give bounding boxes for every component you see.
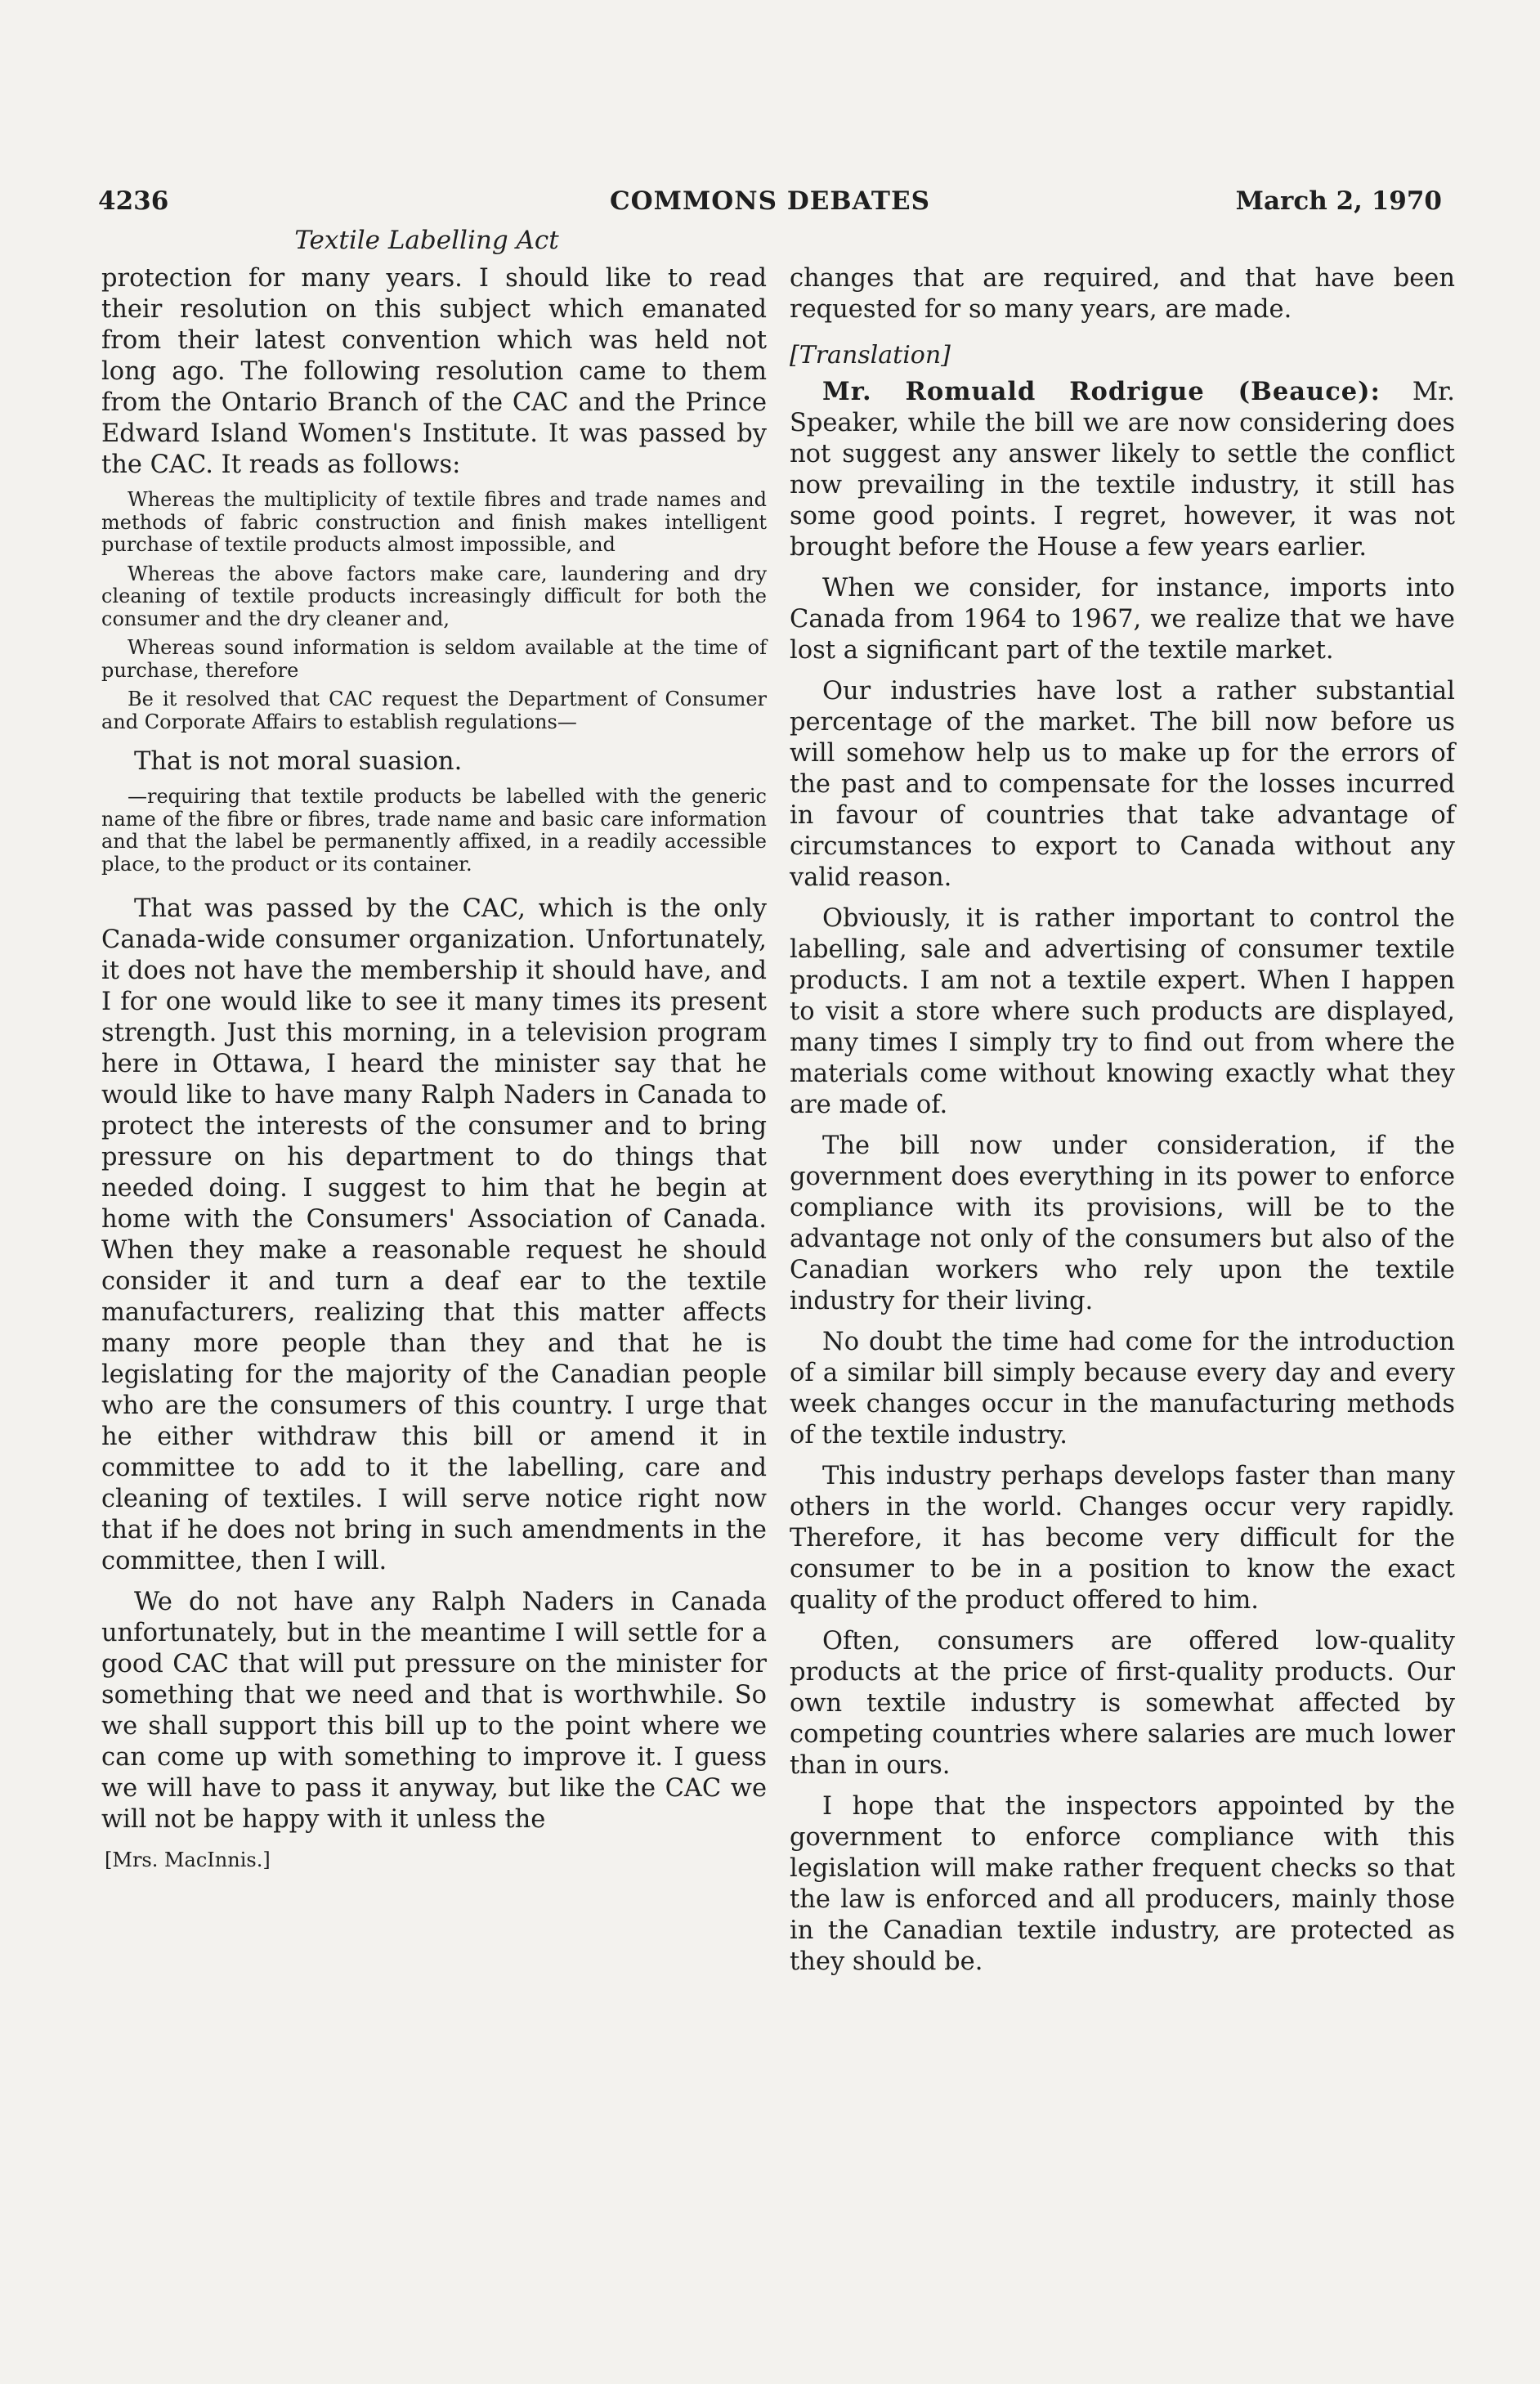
- resolution-clause: Whereas the above factors make care, laundering and dry cleaning of textile products increasingly difficult for both the consumer and the dry cleaner and,: [101, 562, 767, 630]
- running-title: Textile Labelling Act: [294, 226, 559, 255]
- speaker-name: Mr. Romuald Rodrigue (Beauce):: [822, 377, 1381, 406]
- paragraph: No doubt the time had come for the introduction of a similar bill simply because every day and every week changes occur in the manufacturing methods of the textile industry.: [790, 1328, 1455, 1450]
- paragraph: protection for many years. I should like to read their resolution on this subject which emanated from their latest convention which was held not long ago. The following resolution came to them from the Ontario Branch of the CAC and the Prince Edward Island Women's Institute. It was passed by the CAC. It reads as follows:: [101, 264, 767, 479]
- paragraph: This industry perhaps develops faster than many others in the world. Changes occur very rapidly. Therefore, it has become very difficult for the consumer to be in a position to know the exact quality of the product offered to him.: [790, 1462, 1455, 1615]
- paragraph: Our industries have lost a rather substantial percentage of the market. The bill now before us will somehow help us to make up for the errors of the past and to compensate for the losses incurred in favour of countries that take advantage of circumstances to export to Canada without any valid reason.: [790, 677, 1455, 892]
- paragraph: Obviously, it is rather important to control the labelling, sale and advertising of consumer textile products. I am not a textile expert. When I happen to visit a store where such products are displayed, many times I simply try to find out from where the materials come without knowing exactly what they are made of.: [790, 904, 1455, 1119]
- paragraph: The bill now under consideration, if the government does everything in its power to enforce compliance with its provisions, will be to the advantage not only of the consumers but also of the Canadian workers who rely upon the textile industry for their living.: [790, 1132, 1455, 1315]
- speech-paragraph: [790, 376, 1455, 563]
- resolution-clause: Whereas sound information is seldom available at the time of purchase, therefore: [101, 636, 767, 682]
- right-column: [790, 263, 1455, 1978]
- paragraph: That is not moral suasion.: [134, 747, 463, 776]
- page-number: 4236: [98, 186, 169, 216]
- speech-text: Mr. Speaker, while the bill we are now considering does not suggest any answer likely to settle the conflict now prevailing in the textile industry, it still has some good points. I regret, however, it was not brought before the House a few years earlier.: [790, 378, 1455, 562]
- resolution-clause: Whereas the multiplicity of textile fibres and trade names and methods of fabric construction and finish makes intelligent purchase of textile products almost impossible, and: [101, 488, 767, 556]
- page-date: March 2, 1970: [1235, 186, 1442, 216]
- resolution-clause: Be it resolved that CAC request the Department of Consumer and Corporate Affairs to establish regulations—: [101, 688, 767, 733]
- publication-title: COMMONS DEBATES: [610, 186, 930, 216]
- left-column: [101, 263, 767, 1871]
- translation-note: [Translation]: [790, 341, 951, 370]
- speaker-attribution: [Mrs. MacInnis.]: [105, 1848, 271, 1871]
- paragraph: That was passed by the CAC, which is the only Canada-wide consumer organization. Unfortunately, it does not have the membership it should have, and I for one would like to see it many times its present strength. Just this morning, in a television program here in Ottawa, I heard the minister say that he would like to have many Ralph Naders in Canada to protect the interests of the consumer and to bring pressure on his department to do things that needed doing. I suggest to him that he begin at home with the Consumers' Association of Canada. When they make a reasonable request he should consider it and turn a deaf ear to the textile manufacturers, realizing that this matter affects many more people than they and that he is legislating for the majority of the Canadian people who are the consumers of this country. I urge that he either withdraw this bill or amend it in committee to add to it the labelling, care and cleaning of textiles. I will serve notice right now that if he does not bring in such amendments in the committee, then I will.: [101, 894, 767, 1575]
- page-header: [98, 186, 1442, 227]
- paragraph: changes that are required, and that have been requested for so many years, are made.: [790, 264, 1455, 324]
- paragraph: I hope that the inspectors appointed by the government to enforce compliance with this legislation will make rather frequent checks so that the law is enforced and all producers, mainly those in the Canadian textile industry, are protected as they should be.: [790, 1792, 1455, 1976]
- resolution-clause: —requiring that textile products be labelled with the generic name of the fibre or fibres, trade name and basic care information and that the label be permanently affixed, in a readily accessible place, to the product or its container.: [101, 785, 767, 876]
- paragraph: When we consider, for instance, imports into Canada from 1964 to 1967, we realize that we have lost a significant part of the textile market.: [790, 574, 1455, 665]
- paragraph: Often, consumers are offered low-quality products at the price of first-quality products. Our own textile industry is somewhat affected by competing countries where salaries are much lower than in ours.: [790, 1627, 1455, 1780]
- paragraph: We do not have any Ralph Naders in Canada unfortunately, but in the meantime I will settle for a good CAC that will put pressure on the minister for something that we need and that is worthwhile. So we shall support this bill up to the point where we can come up with something to improve it. I guess we will have to pass it anyway, but like the CAC we will not be happy with it unless the: [101, 1588, 767, 1834]
